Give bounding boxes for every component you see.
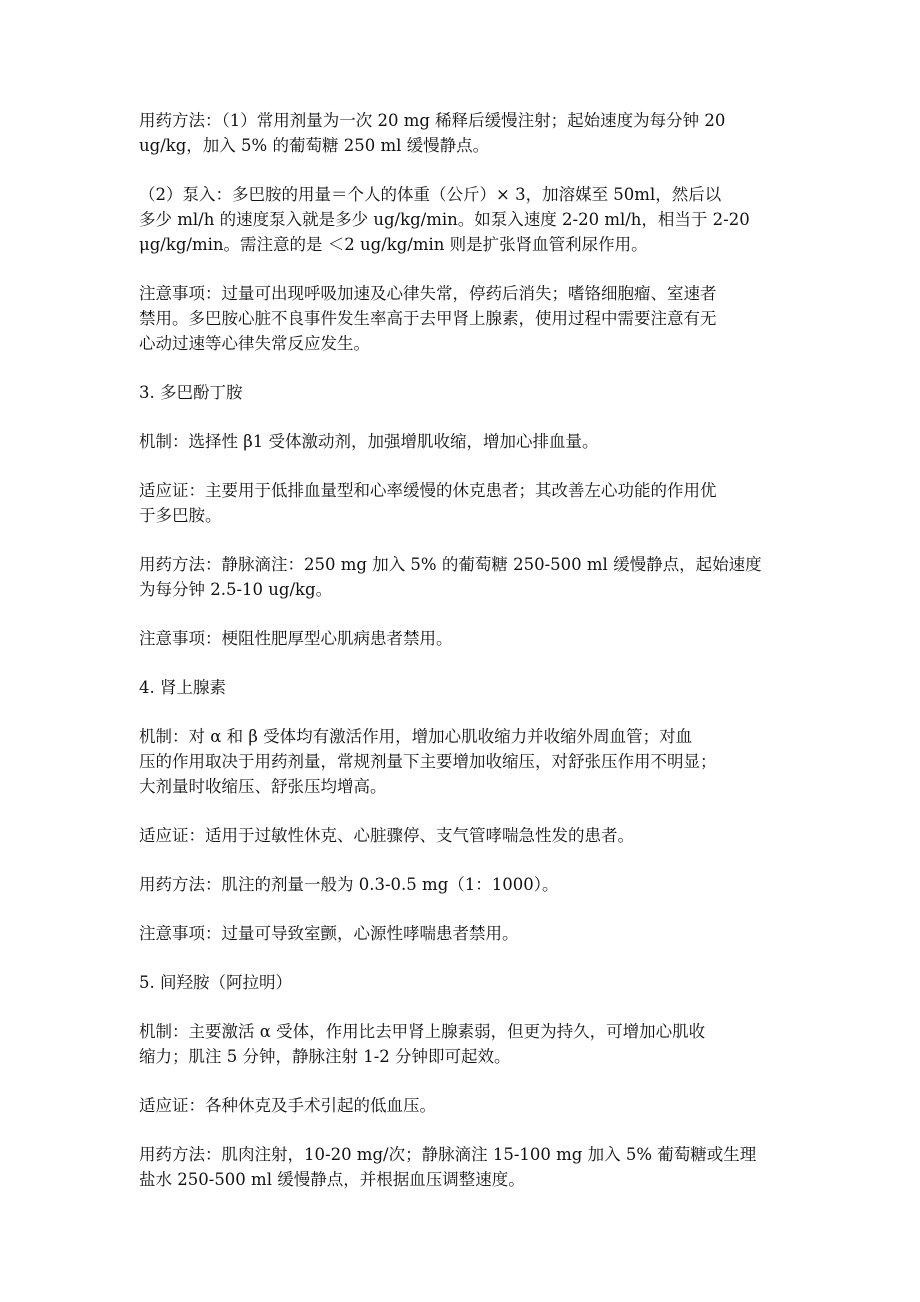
paragraph-line: 适应证：各种休克及手术引起的低血压。 bbox=[139, 1096, 436, 1115]
paragraph-line: 机制：选择性 β1 受体激动剂，加强增肌收缩，增加心排血量。 bbox=[139, 432, 599, 451]
paragraph-line: 注意事项：过量可导致室颤，心源性哮喘患者禁用。 bbox=[139, 924, 519, 943]
paragraph-metaraminol-dosage bbox=[139, 1142, 789, 1192]
paragraph-line: 5. 间羟胺（阿拉明） bbox=[139, 973, 292, 992]
paragraph-epinephrine-precautions bbox=[139, 921, 789, 946]
paragraph-line: 缩力；肌注 5 分钟，静脉注射 1-2 分钟即可起效。 bbox=[139, 1047, 511, 1066]
paragraph-line: 3. 多巴酚丁胺 bbox=[139, 383, 243, 402]
paragraph-line: 4. 肾上腺素 bbox=[139, 678, 226, 697]
paragraph-epinephrine-indications bbox=[139, 823, 789, 848]
paragraph-line: 注意事项：梗阻性肥厚型心肌病患者禁用。 bbox=[139, 629, 453, 648]
paragraph-line: 注意事项：过量可出现呼吸加速及心律失常，停药后消失；嗜铬细胞瘤、室速者 bbox=[139, 284, 717, 303]
paragraph-line: 用药方法：肌肉注射，10-20 mg/次；静脉滴注 15-100 mg 加入 5% 葡萄糖或生理 bbox=[139, 1145, 757, 1164]
paragraph-line: 盐水 250-500 ml 缓慢静点，并根据血压调整速度。 bbox=[139, 1170, 525, 1189]
paragraph-epinephrine-dosage bbox=[139, 872, 789, 897]
paragraph-metaraminol-indications bbox=[139, 1093, 789, 1118]
paragraph-epinephrine-mechanism bbox=[139, 724, 789, 799]
document-body bbox=[139, 108, 789, 1192]
paragraph-line: μg/kg/min。需注意的是 ＜2 ug/kg/min 则是扩张肾血管利尿作用。 bbox=[139, 235, 648, 254]
paragraph-line: 为每分钟 2.5-10 ug/kg。 bbox=[139, 580, 333, 599]
paragraph-heading-metaraminol bbox=[139, 970, 789, 995]
paragraph-line: 禁用。多巴胺心脏不良事件发生率高于去甲肾上腺素，使用过程中需要注意有无 bbox=[139, 309, 717, 328]
paragraph-line: 用药方法：（1）常用剂量为一次 20 mg 稀释后缓慢注射；起始速度为每分钟 20 bbox=[139, 111, 726, 130]
paragraph-dopamine-dosage-2 bbox=[139, 182, 789, 257]
paragraph-heading-dobutamine bbox=[139, 380, 789, 405]
paragraph-dopamine-dosage-1 bbox=[139, 108, 789, 158]
paragraph-line: 适应证：主要用于低排血量型和心率缓慢的休克患者；其改善左心功能的作用优 bbox=[139, 481, 717, 500]
paragraph-line: 机制：对 α 和 β 受体均有激活作用，增加心肌收缩力并收缩外周血管；对血 bbox=[139, 727, 693, 746]
paragraph-line: （2）泵入：多巴胺的用量＝个人的体重（公斤）× 3，加溶媒至 50ml，然后以 bbox=[139, 185, 722, 204]
paragraph-dobutamine-indications bbox=[139, 478, 789, 528]
paragraph-line: 于多巴胺。 bbox=[139, 506, 222, 525]
paragraph-line: 压的作用取决于用药剂量，常规剂量下主要增加收缩压，对舒张压作用不明显； bbox=[139, 752, 717, 771]
paragraph-line: 用药方法：肌注的剂量一般为 0.3-0.5 mg（1：1000）。 bbox=[139, 875, 559, 894]
paragraph-line: ug/kg，加入 5% 的葡萄糖 250 ml 缓慢静点。 bbox=[139, 136, 490, 155]
paragraph-line: 机制：主要激活 α 受体，作用比去甲肾上腺素弱，但更为持久，可增加心肌收 bbox=[139, 1022, 706, 1041]
paragraph-dobutamine-dosage bbox=[139, 552, 789, 602]
paragraph-line: 适应证：适用于过敏性休克、心脏骤停、支气管哮喘急性发的患者。 bbox=[139, 826, 634, 845]
paragraph-dopamine-precautions bbox=[139, 281, 789, 356]
paragraph-line: 用药方法：静脉滴注：250 mg 加入 5% 的葡萄糖 250-500 ml 缓慢静点，起始速度 bbox=[139, 555, 762, 574]
paragraph-line: 多少 ml/h 的速度泵入就是多少 ug/kg/min。如泵入速度 2-20 ml/h，相当于 2-20 bbox=[139, 210, 750, 229]
paragraph-dobutamine-precautions bbox=[139, 626, 789, 651]
paragraph-line: 心动过速等心律失常反应发生。 bbox=[139, 334, 370, 353]
paragraph-line: 大剂量时收缩压、舒张压均增高。 bbox=[139, 777, 387, 796]
paragraph-metaraminol-mechanism bbox=[139, 1019, 789, 1069]
paragraph-heading-epinephrine bbox=[139, 675, 789, 700]
paragraph-dobutamine-mechanism bbox=[139, 429, 789, 454]
